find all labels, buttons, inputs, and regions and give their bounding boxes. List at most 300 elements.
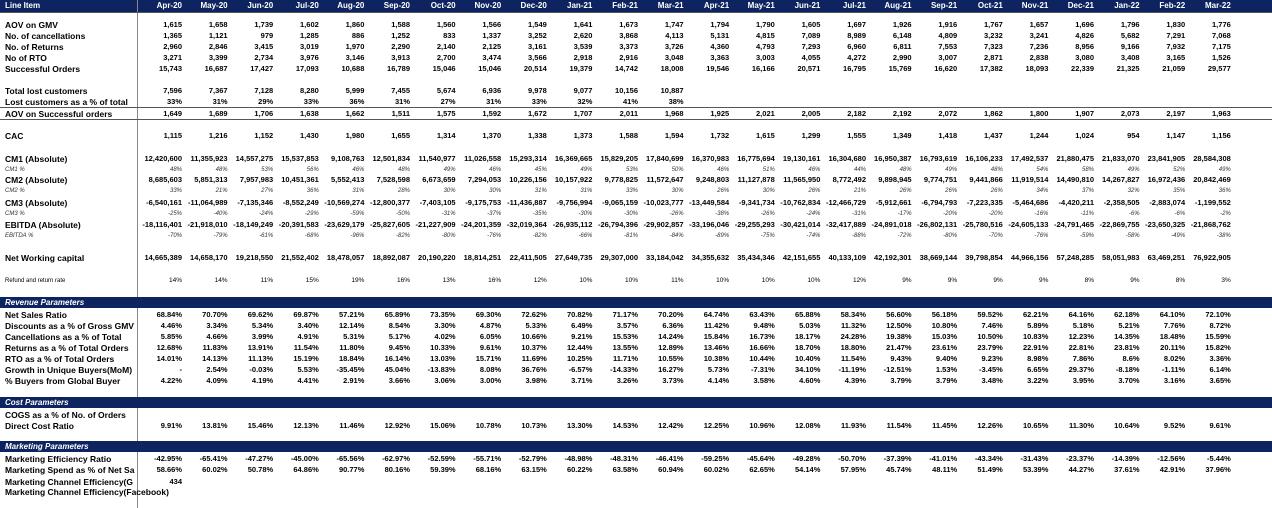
- table-cell[interactable]: 37.61%: [1114, 465, 1140, 474]
- table-cell[interactable]: -47.27%: [245, 454, 274, 463]
- table-cell[interactable]: 12,501,834: [372, 154, 410, 163]
- table-cell[interactable]: 48%: [899, 167, 912, 173]
- table-cell[interactable]: 63.43%: [749, 310, 775, 319]
- table-cell[interactable]: 11.80%: [339, 343, 365, 352]
- table-cell[interactable]: 4,055: [801, 53, 821, 62]
- table-cell[interactable]: 26%: [945, 188, 958, 194]
- table-cell[interactable]: 12.25%: [703, 421, 730, 430]
- table-cell[interactable]: -52.79%: [518, 454, 547, 463]
- table-cell[interactable]: 28,584,308: [1193, 154, 1231, 163]
- table-cell[interactable]: -70%: [167, 233, 182, 239]
- table-cell[interactable]: -35%: [532, 211, 547, 217]
- table-cell[interactable]: 12,420,600: [144, 154, 182, 163]
- table-cell[interactable]: 10.37%: [521, 343, 547, 352]
- table-cell[interactable]: -6%: [1128, 211, 1140, 217]
- table-cell[interactable]: 7,291: [1166, 31, 1186, 40]
- table-cell[interactable]: 1,672: [528, 109, 547, 118]
- table-cell[interactable]: 16,166: [751, 64, 775, 73]
- table-cell[interactable]: 5.34%: [251, 321, 274, 330]
- table-cell[interactable]: 2.54%: [206, 365, 228, 374]
- table-cell[interactable]: 35%: [1173, 188, 1186, 194]
- table-cell[interactable]: 3%: [1221, 277, 1231, 284]
- table-cell[interactable]: 1,860: [345, 20, 365, 29]
- table-cell[interactable]: -76%: [487, 233, 502, 239]
- table-cell[interactable]: 1,156: [1212, 131, 1231, 140]
- table-cell[interactable]: -32,019,364: [506, 220, 547, 229]
- table-cell[interactable]: 15,046: [478, 64, 502, 73]
- table-cell[interactable]: 10,688: [341, 64, 365, 73]
- table-cell[interactable]: 56%: [306, 167, 319, 173]
- table-cell[interactable]: 11.30%: [1068, 421, 1094, 430]
- table-cell[interactable]: 14,267,827: [1102, 175, 1140, 184]
- table-cell[interactable]: 9.43%: [890, 354, 912, 363]
- table-cell[interactable]: 29%: [258, 97, 274, 106]
- table-cell[interactable]: 5,999: [345, 86, 365, 95]
- table-cell[interactable]: 3,146: [345, 53, 365, 62]
- table-cell[interactable]: 1,370: [482, 131, 502, 140]
- table-cell[interactable]: 31%: [486, 97, 502, 106]
- table-cell[interactable]: 3,726: [664, 42, 684, 51]
- table-cell[interactable]: 2,072: [938, 109, 958, 118]
- table-cell[interactable]: -55.71%: [473, 454, 502, 463]
- table-cell[interactable]: 2,182: [847, 109, 866, 118]
- table-cell[interactable]: 5.18%: [1072, 321, 1094, 330]
- table-cell[interactable]: 15,293,314: [509, 154, 547, 163]
- table-cell[interactable]: 9,248,803: [695, 175, 730, 184]
- table-cell[interactable]: 1,437: [984, 131, 1003, 140]
- table-cell[interactable]: -82%: [532, 233, 547, 239]
- table-cell[interactable]: 2,125: [482, 42, 502, 51]
- table-cell[interactable]: 2,140: [436, 42, 456, 51]
- table-cell[interactable]: 4.91%: [297, 332, 319, 341]
- table-cell[interactable]: -79%: [213, 233, 228, 239]
- table-cell[interactable]: 70.20%: [658, 310, 684, 319]
- table-cell[interactable]: 33%: [625, 188, 638, 194]
- table-cell[interactable]: 31%: [352, 188, 365, 194]
- table-cell[interactable]: 1,925: [710, 109, 730, 118]
- table-cell[interactable]: 979: [260, 31, 274, 40]
- table-cell[interactable]: 5.17%: [388, 332, 410, 341]
- table-cell[interactable]: 49%: [580, 167, 593, 173]
- table-cell[interactable]: 39,798,854: [965, 253, 1003, 262]
- row-label[interactable]: CM2 %: [5, 188, 25, 194]
- table-cell[interactable]: 33%: [169, 188, 182, 194]
- table-cell[interactable]: 1,244: [1029, 131, 1049, 140]
- table-cell[interactable]: 10.80%: [931, 321, 958, 330]
- table-cell[interactable]: 48%: [215, 167, 228, 173]
- table-cell[interactable]: -80%: [943, 233, 958, 239]
- table-cell[interactable]: 20,190,220: [418, 253, 456, 262]
- table-cell[interactable]: 6.14%: [1209, 365, 1231, 374]
- table-cell[interactable]: 4.09%: [206, 376, 228, 385]
- table-cell[interactable]: -21,227,909: [415, 220, 456, 229]
- table-cell[interactable]: 18.84%: [338, 354, 365, 363]
- table-cell[interactable]: 1,707: [573, 109, 593, 118]
- table-cell[interactable]: 9,778,825: [604, 175, 638, 184]
- table-cell[interactable]: -14.39%: [1111, 454, 1140, 463]
- table-cell[interactable]: 10,451,361: [281, 175, 319, 184]
- table-cell[interactable]: 3,913: [391, 53, 410, 62]
- table-cell[interactable]: -65.41%: [199, 454, 228, 463]
- table-cell[interactable]: 40,133,109: [828, 253, 866, 262]
- table-cell[interactable]: 12.92%: [384, 421, 410, 430]
- table-cell[interactable]: -45.64%: [746, 454, 775, 463]
- row-label[interactable]: Marketing Efficiency Ratio: [5, 454, 112, 464]
- table-cell[interactable]: 2,011: [619, 109, 638, 118]
- table-cell[interactable]: 10,157,922: [554, 175, 593, 184]
- table-cell[interactable]: 16,620: [934, 64, 958, 73]
- table-cell[interactable]: 57,248,285: [1056, 253, 1094, 262]
- table-cell[interactable]: -74%: [806, 233, 821, 239]
- table-cell[interactable]: 4.66%: [206, 332, 228, 341]
- column-header[interactable]: Aug-21: [884, 1, 912, 10]
- table-cell[interactable]: -31%: [851, 211, 866, 217]
- table-cell[interactable]: 60.94%: [658, 465, 684, 474]
- table-cell[interactable]: 44.27%: [1068, 465, 1094, 474]
- table-cell[interactable]: 833: [443, 31, 456, 40]
- table-cell[interactable]: 1,641: [573, 20, 593, 29]
- table-cell[interactable]: 11.54%: [886, 421, 912, 430]
- table-cell[interactable]: 15.84%: [703, 332, 730, 341]
- table-cell[interactable]: -26,794,396: [597, 220, 638, 229]
- table-cell[interactable]: 1,968: [664, 109, 684, 118]
- table-cell[interactable]: 1,776: [1212, 20, 1231, 29]
- table-cell[interactable]: -6.57%: [568, 365, 593, 374]
- table-cell[interactable]: 7,957,983: [239, 175, 274, 184]
- table-cell[interactable]: -82%: [395, 233, 410, 239]
- table-cell[interactable]: 10.38%: [703, 354, 730, 363]
- table-cell[interactable]: 3,474: [482, 53, 502, 62]
- table-cell[interactable]: 1,337: [482, 31, 502, 40]
- table-cell[interactable]: 14.01%: [156, 354, 182, 363]
- table-cell[interactable]: 4,272: [847, 53, 866, 62]
- table-cell[interactable]: -30%: [623, 211, 638, 217]
- table-cell[interactable]: 48.11%: [932, 465, 958, 474]
- table-cell[interactable]: 36%: [349, 97, 365, 106]
- table-cell[interactable]: 44,966,156: [1010, 253, 1049, 262]
- table-cell[interactable]: 70.82%: [566, 310, 593, 319]
- table-cell[interactable]: 28%: [397, 188, 410, 194]
- table-cell[interactable]: 60.02%: [703, 465, 730, 474]
- table-cell[interactable]: 14.13%: [202, 354, 228, 363]
- table-cell[interactable]: -5,464,686: [1012, 198, 1049, 207]
- table-cell[interactable]: -17%: [897, 211, 912, 217]
- table-cell[interactable]: 12.44%: [566, 343, 593, 352]
- table-cell[interactable]: 9.61%: [1209, 421, 1231, 430]
- table-cell[interactable]: 2,918: [573, 53, 593, 62]
- table-cell[interactable]: -13,449,584: [689, 198, 730, 207]
- table-cell[interactable]: 1,605: [801, 20, 821, 29]
- table-cell[interactable]: 15.06%: [430, 421, 456, 430]
- table-cell[interactable]: 1,592: [482, 109, 502, 118]
- table-cell[interactable]: 1,115: [163, 131, 182, 140]
- table-cell[interactable]: 3,080: [1075, 53, 1094, 62]
- table-cell[interactable]: 6.49%: [571, 321, 593, 330]
- row-label[interactable]: Total lost customers: [5, 86, 88, 96]
- table-cell[interactable]: 5,674: [436, 86, 456, 95]
- table-cell[interactable]: 2,620: [573, 31, 593, 40]
- table-cell[interactable]: 9.21%: [571, 332, 593, 341]
- table-cell[interactable]: 6.36%: [662, 321, 684, 330]
- column-header[interactable]: Jun-20: [247, 1, 274, 10]
- table-cell[interactable]: 6,148: [892, 31, 912, 40]
- table-cell[interactable]: 3.95%: [1072, 376, 1094, 385]
- table-cell[interactable]: 15.03%: [931, 332, 958, 341]
- table-cell[interactable]: 11.93%: [840, 421, 866, 430]
- table-cell[interactable]: 72.10%: [1205, 310, 1231, 319]
- table-cell[interactable]: 1,739: [254, 20, 274, 29]
- table-cell[interactable]: 32%: [577, 97, 593, 106]
- row-label[interactable]: Net Sales Ratio: [5, 310, 67, 320]
- table-cell[interactable]: 3,415: [254, 42, 274, 51]
- table-cell[interactable]: -50%: [395, 211, 410, 217]
- table-cell[interactable]: -11,436,887: [507, 198, 547, 207]
- table-cell[interactable]: 34,355,632: [691, 253, 730, 262]
- table-cell[interactable]: 26%: [899, 188, 912, 194]
- table-cell[interactable]: 18,814,251: [463, 253, 502, 262]
- table-cell[interactable]: 23.81%: [1114, 343, 1140, 352]
- table-cell[interactable]: 8.02%: [1163, 354, 1186, 363]
- table-cell[interactable]: 3,019: [300, 42, 319, 51]
- table-cell[interactable]: 15%: [305, 277, 319, 284]
- table-cell[interactable]: -30,421,014: [780, 220, 821, 229]
- table-cell[interactable]: 3.26%: [616, 376, 638, 385]
- table-cell[interactable]: 1,430: [300, 131, 319, 140]
- table-cell[interactable]: 1,747: [664, 20, 684, 29]
- table-cell[interactable]: 16.14%: [384, 354, 410, 363]
- table-cell[interactable]: 30%: [671, 188, 684, 194]
- table-cell[interactable]: -75%: [760, 233, 775, 239]
- table-cell[interactable]: -1,199,552: [1194, 198, 1231, 207]
- table-cell[interactable]: 21,833,070: [1102, 154, 1140, 163]
- table-cell[interactable]: 1,696: [1075, 20, 1094, 29]
- table-cell[interactable]: 10.78%: [475, 421, 502, 430]
- table-cell[interactable]: 22,339: [1071, 64, 1094, 73]
- table-cell[interactable]: 31%: [534, 188, 547, 194]
- table-cell[interactable]: -31.43%: [1020, 454, 1049, 463]
- table-cell[interactable]: -20%: [943, 211, 958, 217]
- table-cell[interactable]: 11.54%: [840, 354, 866, 363]
- table-cell[interactable]: 69.30%: [475, 310, 502, 319]
- table-cell[interactable]: 49%: [1218, 167, 1231, 173]
- table-cell[interactable]: 57.21%: [338, 310, 365, 319]
- table-cell[interactable]: 38%: [668, 97, 684, 106]
- table-cell[interactable]: 21,880,475: [1056, 154, 1094, 163]
- table-cell[interactable]: -14.33%: [610, 365, 638, 374]
- table-cell[interactable]: 3,048: [664, 53, 684, 62]
- table-cell[interactable]: -7,403,105: [419, 198, 456, 207]
- table-cell[interactable]: 5.85%: [160, 332, 182, 341]
- row-label[interactable]: Returns as a % of Total Orders: [5, 343, 129, 353]
- table-cell[interactable]: 50%: [671, 167, 684, 173]
- table-cell[interactable]: 1,980: [345, 131, 365, 140]
- row-label[interactable]: RTO as a % of Total Orders: [5, 354, 115, 364]
- table-cell[interactable]: 14.35%: [1114, 332, 1140, 341]
- column-header[interactable]: Dec-21: [1067, 1, 1094, 10]
- table-cell[interactable]: 16,304,680: [828, 154, 866, 163]
- table-cell[interactable]: -33,196,046: [689, 220, 730, 229]
- table-cell[interactable]: 6,936: [482, 86, 502, 95]
- table-cell[interactable]: 3,003: [756, 53, 775, 62]
- table-cell[interactable]: -10,762,834: [780, 198, 821, 207]
- column-header[interactable]: Jul-20: [295, 1, 319, 10]
- table-cell[interactable]: -52.59%: [427, 454, 456, 463]
- table-cell[interactable]: -21,918,010: [187, 220, 228, 229]
- table-cell[interactable]: 3.36%: [1209, 354, 1231, 363]
- table-cell[interactable]: 3.57%: [616, 321, 638, 330]
- table-cell[interactable]: 16%: [488, 277, 502, 284]
- table-cell[interactable]: 1,706: [254, 109, 274, 118]
- table-cell[interactable]: 58.66%: [156, 465, 182, 474]
- table-cell[interactable]: 36%: [306, 188, 319, 194]
- table-cell[interactable]: -24%: [259, 211, 274, 217]
- table-cell[interactable]: 37.96%: [1205, 465, 1231, 474]
- row-label[interactable]: COGS as a % of No. of Orders: [5, 410, 126, 420]
- table-cell[interactable]: 10%: [624, 277, 638, 284]
- table-cell[interactable]: 48%: [397, 167, 410, 173]
- table-cell[interactable]: -35.45%: [336, 365, 365, 374]
- table-cell[interactable]: 14,742: [615, 64, 638, 73]
- table-cell[interactable]: 3.71%: [571, 376, 593, 385]
- table-cell[interactable]: 5.89%: [1027, 321, 1049, 330]
- table-cell[interactable]: 9.91%: [160, 421, 182, 430]
- table-cell[interactable]: 16,795: [843, 64, 866, 73]
- table-cell[interactable]: 10.64%: [1114, 421, 1140, 430]
- table-cell[interactable]: 4.22%: [160, 376, 182, 385]
- table-cell[interactable]: 3,539: [573, 42, 593, 51]
- table-cell[interactable]: 1,615: [163, 20, 182, 29]
- table-cell[interactable]: 59.39%: [430, 465, 456, 474]
- column-header[interactable]: Apr-20: [156, 1, 182, 10]
- table-cell[interactable]: 13.81%: [202, 421, 228, 430]
- table-cell[interactable]: 17,492,537: [1010, 154, 1049, 163]
- table-cell[interactable]: 10.65%: [1022, 421, 1049, 430]
- table-cell[interactable]: 11.71%: [612, 354, 638, 363]
- table-cell[interactable]: -0.03%: [249, 365, 274, 374]
- table-cell[interactable]: 7.86%: [1072, 354, 1094, 363]
- table-cell[interactable]: 11%: [671, 277, 684, 284]
- table-cell[interactable]: -: [179, 365, 182, 374]
- table-cell[interactable]: 57.95%: [840, 465, 866, 474]
- table-cell[interactable]: 60.22%: [566, 465, 593, 474]
- column-header[interactable]: May-21: [747, 1, 775, 10]
- table-cell[interactable]: -66%: [578, 233, 593, 239]
- table-cell[interactable]: 64.86%: [293, 465, 319, 474]
- table-cell[interactable]: 33%: [531, 97, 547, 106]
- table-cell[interactable]: 15.53%: [612, 332, 638, 341]
- table-cell[interactable]: 13.55%: [612, 343, 638, 352]
- table-cell[interactable]: -10,569,274: [324, 198, 365, 207]
- table-cell[interactable]: 7,596: [163, 86, 182, 95]
- table-cell[interactable]: 1,796: [1120, 20, 1140, 29]
- row-label[interactable]: Marketing Spend as % of Net Sa: [5, 465, 135, 475]
- table-cell[interactable]: 1,365: [163, 31, 182, 40]
- table-cell[interactable]: 8%: [1175, 277, 1186, 284]
- table-cell[interactable]: 10%: [579, 277, 593, 284]
- table-cell[interactable]: 56.60%: [886, 310, 912, 319]
- table-cell[interactable]: 1,121: [208, 31, 228, 40]
- table-cell[interactable]: 21,325: [1116, 64, 1140, 73]
- table-cell[interactable]: 62.18%: [1114, 310, 1140, 319]
- table-cell[interactable]: 49%: [945, 167, 958, 173]
- table-cell[interactable]: 7,528,598: [376, 175, 410, 184]
- table-cell[interactable]: 22,411,505: [509, 253, 547, 262]
- table-cell[interactable]: 7,367: [208, 86, 228, 95]
- table-cell[interactable]: 15,537,853: [281, 154, 319, 163]
- table-cell[interactable]: 10.83%: [1022, 332, 1049, 341]
- table-cell[interactable]: 6,960: [847, 42, 866, 51]
- table-cell[interactable]: 11,540,977: [418, 154, 456, 163]
- table-cell[interactable]: 65.88%: [794, 310, 821, 319]
- row-label[interactable]: AOV on GMV: [5, 20, 58, 30]
- table-cell[interactable]: 26%: [717, 188, 730, 194]
- column-header[interactable]: Nov-21: [1021, 1, 1049, 10]
- table-cell[interactable]: 65.89%: [384, 310, 410, 319]
- table-cell[interactable]: 1,299: [801, 131, 821, 140]
- table-cell[interactable]: 1,970: [345, 42, 365, 51]
- column-header[interactable]: Jul-21: [842, 1, 866, 10]
- table-cell[interactable]: 31%: [212, 97, 228, 106]
- table-cell[interactable]: 9%: [993, 277, 1003, 284]
- table-cell[interactable]: -29,902,857: [643, 220, 684, 229]
- table-cell[interactable]: 3,566: [528, 53, 547, 62]
- column-header[interactable]: Oct-20: [430, 1, 456, 10]
- table-cell[interactable]: 23.79%: [977, 343, 1003, 352]
- table-cell[interactable]: 11,572,647: [646, 175, 684, 184]
- table-cell[interactable]: 50.78%: [247, 465, 274, 474]
- table-cell[interactable]: 20,514: [523, 64, 547, 73]
- table-cell[interactable]: 8,685,603: [148, 175, 182, 184]
- table-cell[interactable]: 46%: [489, 167, 502, 173]
- table-cell[interactable]: 12.50%: [886, 321, 912, 330]
- table-cell[interactable]: 20.11%: [1160, 343, 1186, 352]
- table-cell[interactable]: 46%: [717, 167, 730, 173]
- table-cell[interactable]: 12.14%: [338, 321, 365, 330]
- row-label[interactable]: EBITDA (Absolute): [5, 220, 81, 230]
- table-cell[interactable]: 5.73%: [707, 365, 730, 374]
- table-cell[interactable]: 16,369,665: [554, 154, 593, 163]
- table-cell[interactable]: 1,024: [1075, 131, 1094, 140]
- column-header[interactable]: May-20: [200, 1, 228, 10]
- table-cell[interactable]: 2,846: [208, 42, 228, 51]
- table-cell[interactable]: 3.58%: [753, 376, 775, 385]
- row-label[interactable]: CM3 (Absolute): [5, 198, 68, 208]
- table-cell[interactable]: 62.65%: [749, 465, 775, 474]
- row-label[interactable]: AOV on Successful orders: [5, 109, 113, 119]
- table-cell[interactable]: 1,285: [300, 31, 319, 40]
- table-cell[interactable]: 7,236: [1029, 42, 1049, 51]
- table-cell[interactable]: 3.34%: [206, 321, 228, 330]
- table-cell[interactable]: 4.60%: [799, 376, 821, 385]
- table-cell[interactable]: 3,976: [300, 53, 319, 62]
- table-cell[interactable]: 41%: [622, 97, 638, 106]
- table-cell[interactable]: 2,916: [619, 53, 638, 62]
- table-cell[interactable]: 954: [1127, 131, 1140, 140]
- table-cell[interactable]: 70.70%: [202, 310, 228, 319]
- table-cell[interactable]: 5.03%: [799, 321, 821, 330]
- table-cell[interactable]: 30%: [443, 188, 456, 194]
- table-cell[interactable]: 56.18%: [931, 310, 958, 319]
- table-cell[interactable]: 16,370,983: [691, 154, 730, 163]
- table-cell[interactable]: 62.21%: [1022, 310, 1049, 319]
- table-cell[interactable]: -24,891,018: [871, 220, 912, 229]
- table-cell[interactable]: 18.48%: [1159, 332, 1186, 341]
- row-label[interactable]: No. of Returns: [5, 42, 64, 52]
- table-cell[interactable]: 19,130,161: [782, 154, 821, 163]
- table-cell[interactable]: 11.45%: [932, 421, 958, 430]
- table-cell[interactable]: 9,978: [528, 86, 547, 95]
- table-cell[interactable]: 1,830: [1166, 20, 1186, 29]
